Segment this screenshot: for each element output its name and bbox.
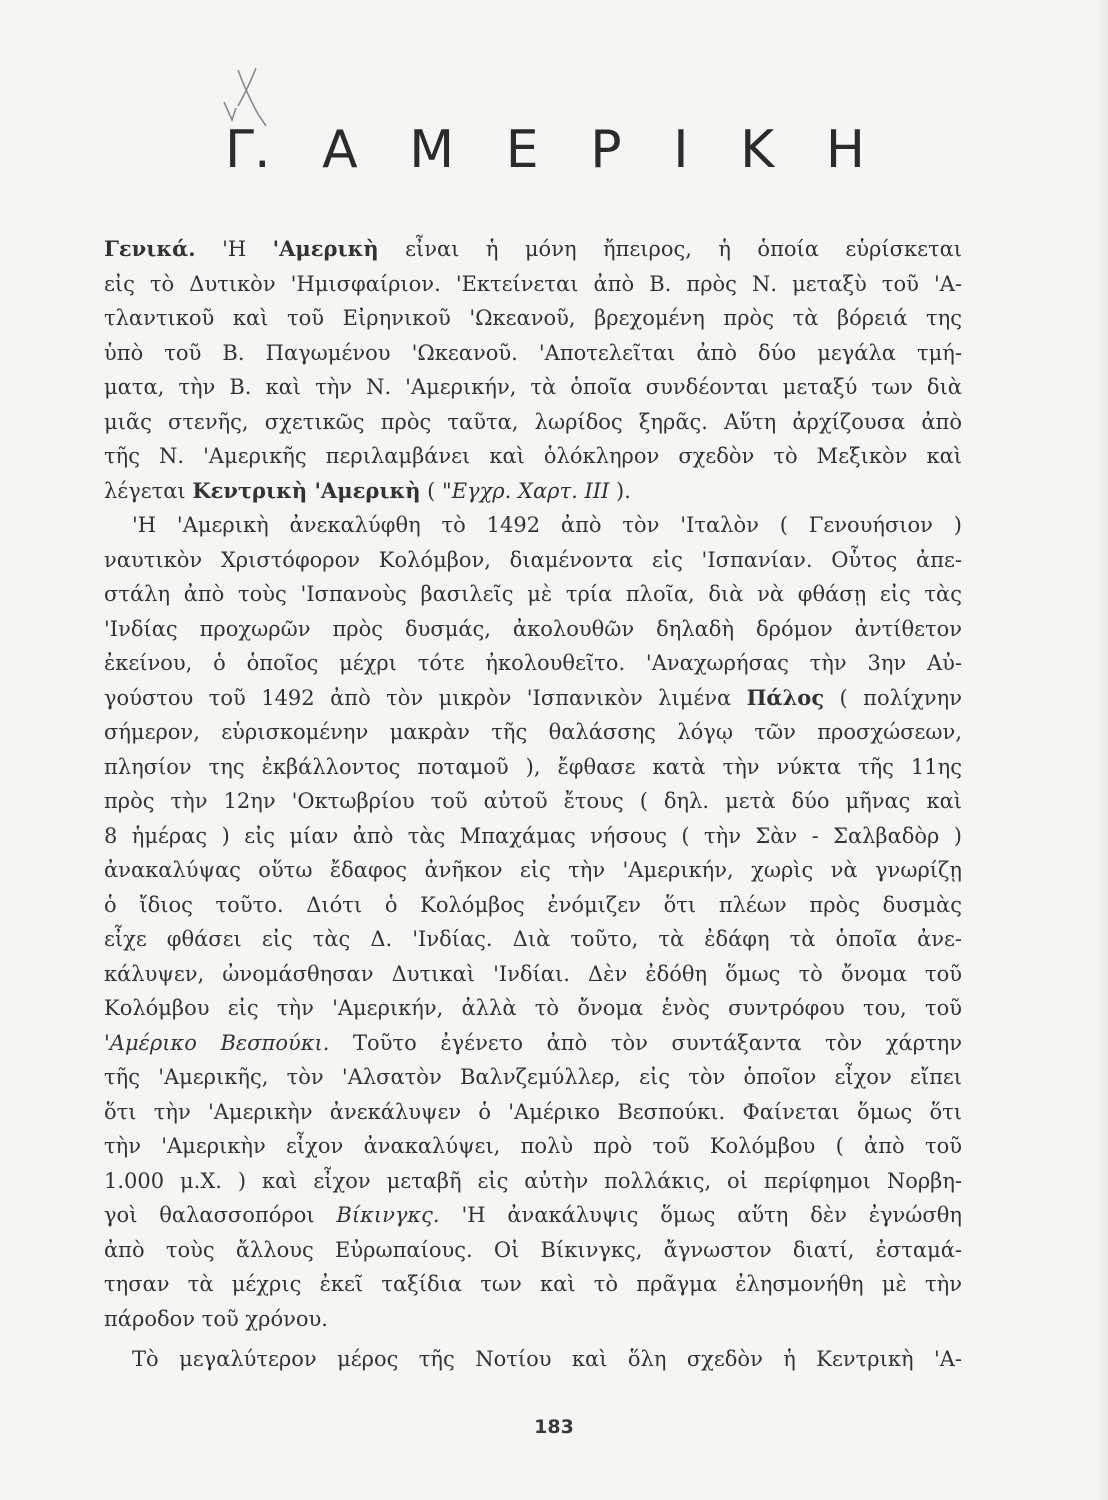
text-segment: ἀνακαλύψας οὕτω ἔδαφος ἀνῆκον εἰς τὴν 'Αμερικήν, χωρὶς νὰ γνωρίζῃ — [104, 858, 962, 882]
text-line — [104, 853, 962, 888]
text-line — [104, 991, 962, 1026]
text-line — [104, 750, 962, 785]
text-line — [104, 1129, 962, 1164]
page-edge-shadow — [1094, 0, 1108, 1500]
text-line — [104, 1026, 962, 1061]
text-segment: ( — [420, 478, 443, 503]
body-text — [104, 232, 962, 1377]
text-segment: ματα, τὴν Β. καὶ τὴν Ν. 'Αμερικήν, τὰ ὁποῖα συνδέονται μεταξύ των διὰ — [104, 375, 962, 399]
chapter-title-letter: Μ — [409, 120, 455, 180]
text-segment: γούστου τοῦ 1492 ἀπὸ τὸν μικρὸν 'Ισπανικὸν λιμένα — [104, 685, 747, 710]
chapter-title — [225, 120, 865, 180]
text-segment: κάλυψεν, ὠνομάσθησαν Δυτικαὶ 'Ινδίαι. Δὲν ἐδόθη ὅμως τὸ ὄνομα τοῦ — [104, 961, 962, 986]
text-line — [104, 267, 962, 302]
text-segment: λέγεται — [104, 478, 193, 503]
text-segment: πλησίον της ἐκβάλλοντος ποταμοῦ ), ἔφθασε κατὰ τὴν νύκτα τῆς 11ης — [104, 754, 962, 779]
italic-term: 'Αμέρικο Βεσπούκι. — [104, 1030, 330, 1055]
text-line — [104, 439, 962, 474]
chapter-title-letter: Γ. — [225, 120, 271, 180]
text-line — [104, 1267, 962, 1302]
bold-term: Κεντρικὴ 'Αμερικὴ — [192, 477, 421, 503]
chapter-title-letter: Α — [322, 120, 358, 180]
text-line — [104, 784, 962, 819]
text-segment: εἰς τὸ Δυτικὸν 'Ημισφαίριον. 'Εκτείνεται ἀπὸ Β. πρὸς Ν. μεταξὺ τοῦ 'Α- — [104, 271, 962, 296]
chapter-title-letter: Κ — [740, 120, 775, 180]
text-line — [104, 1233, 962, 1268]
text-line — [104, 681, 962, 716]
text-line — [104, 715, 962, 750]
text-line — [104, 957, 962, 992]
bold-term: Πάλος — [746, 684, 825, 710]
text-segment: Τὸ μεγαλύτερον μέρος τῆς Νοτίου καὶ ὅλη σχεδὸν ἡ Κεντρικὴ 'Α- — [132, 1347, 962, 1371]
text-segment: εἶχε φθάσει εἰς τὰς Δ. 'Ινδίας. Διὰ τοῦτο, τὰ ἐδάφη τὰ ὁποῖα ἀνε- — [104, 927, 962, 951]
text-line — [104, 543, 962, 578]
text-segment: ἀπὸ τοὺς ἄλλους Εὐρωπαίους. Οἱ Βίκινγκς, ἄγνωστον διατί, ἐσταμά- — [104, 1237, 962, 1262]
text-line — [104, 474, 962, 509]
text-segment: τὴν 'Αμερικὴν εἶχον ἀνακαλύψει, πολὺ πρὸ τοῦ Κολόμβου ( ἀπὸ τοῦ — [104, 1134, 962, 1158]
text-segment: ναυτικὸν Χριστόφορον Κολόμβον, διαμένοντα εἰς 'Ισπανίαν. Οὗτος ἀπε- — [104, 547, 962, 572]
text-line — [104, 922, 962, 957]
text-segment: 'Η ἀνακάλυψις ὅμως αὕτη δὲν ἐγνώσθη — [439, 1203, 962, 1227]
text-line — [104, 888, 962, 923]
text-line — [104, 370, 962, 405]
text-line — [104, 1342, 962, 1377]
text-segment: Κολόμβου εἰς τὴν 'Αμερικήν, ἀλλὰ τὸ ὄνομα ἑνὸς συντρόφου του, τοῦ — [104, 996, 962, 1020]
bold-term: Γενικά. — [104, 236, 196, 261]
text-line — [104, 612, 962, 647]
text-segment: πάροδον τοῦ χρόνου. — [104, 1306, 328, 1331]
text-segment: ὁ ἴδιος τοῦτο. Διότι ὁ Κολόμβος ἐνόμιζεν ὅτι πλέων πρὸς δυσμὰς — [104, 892, 962, 917]
text-segment: ὑπὸ τοῦ Β. Παγωμένου 'Ωκεανοῦ. 'Αποτελεῖται ἀπὸ δύο μεγάλα τμή- — [104, 340, 962, 365]
text-line — [104, 646, 962, 681]
text-segment: τησαν τὰ μέχρις ἐκεῖ ταξίδια των καὶ τὸ πρᾶγμα ἐλησμονήθη μὲ τὴν — [104, 1272, 962, 1296]
italic-term: "Εγχρ. Χαρτ. III — [442, 478, 610, 503]
text-line — [104, 1164, 962, 1199]
text-segment: 'Ινδίας προχωρῶν πρὸς δυσμάς, ἀκολουθῶν δηλαδὴ δρόμον ἀντίθετον — [104, 616, 962, 641]
text-line — [104, 577, 962, 612]
chapter-title-letter: Ι — [673, 120, 689, 180]
text-segment: τλαντικοῦ καὶ τοῦ Εἰρηνικοῦ 'Ωκεανοῦ, βρεχομένη πρὸς τὰ βόρειά της — [104, 306, 962, 330]
text-segment: 'Η — [195, 237, 273, 261]
italic-term: Βίκινγκς. — [336, 1203, 440, 1227]
bold-term: 'Αμερικὴ — [272, 236, 379, 261]
text-segment: Τοῦτο ἐγένετο ἀπὸ τὸν συντάξαντα τὸν χάρτην — [329, 1030, 962, 1055]
text-segment: ἐκείνου, ὁ ὁποῖος μέχρι τότε ἠκολουθεῖτο. 'Αναχωρήσας τὴν 3ην Αὐ- — [104, 651, 962, 675]
text-segment: τῆς Ν. 'Αμερικῆς περιλαμβάνει καὶ ὁλόκληρον σχεδὸν τὸ Μεξικὸν καὶ — [104, 444, 962, 468]
chapter-title-letter: Ε — [505, 120, 539, 180]
text-segment: εἶναι ἡ μόνη ἤπειρος, ἡ ὁποία εὑρίσκεται — [378, 237, 962, 261]
text-line — [104, 301, 962, 336]
text-segment: ὅτι τὴν 'Αμερικὴν ἀνεκάλυψεν ὁ 'Αμέρικο Βεσπούκι. Φαίνεται ὅμως ὅτι — [104, 1099, 962, 1124]
chapter-title-letter: Η — [825, 120, 865, 180]
text-line — [104, 1302, 962, 1337]
text-line — [104, 1060, 962, 1095]
text-segment: ( πολίχνην — [824, 685, 962, 710]
text-line — [104, 819, 962, 854]
page-number: 183 — [534, 1416, 574, 1438]
text-line — [104, 336, 962, 371]
text-line — [104, 1095, 962, 1130]
text-segment: 8 ἡμέρας ) εἰς μίαν ἀπὸ τὰς Μπαχάμας νήσους ( τὴν Σὰν - Σαλβαδὸρ ) — [104, 823, 962, 848]
text-segment: γοὶ θαλασσοπόροι — [104, 1203, 337, 1227]
text-line — [104, 405, 962, 440]
text-segment: μιᾶς στενῆς, σχετικῶς πρὸς ταῦτα, λωρίδος ξηρᾶς. Αὕτη ἀρχίζουσα ἀπὸ — [104, 409, 962, 434]
text-segment: στάλη ἀπὸ τοὺς 'Ισπανοὺς βασιλεῖς μὲ τρία πλοῖα, διὰ νὰ φθάσῃ εἰς τὰς — [104, 582, 962, 606]
text-segment: τῆς 'Αμερικῆς, τὸν 'Αλσατὸν Βαλνζεμύλλερ, εἰς τὸν ὁποῖον εἶχον εἴπει — [104, 1065, 962, 1089]
text-line — [104, 1198, 962, 1233]
text-segment: πρὸς τὴν 12ην 'Οκτωβρίου τοῦ αὐτοῦ ἔτους ( δηλ. μετὰ δύο μῆνας καὶ — [104, 789, 962, 813]
text-line — [104, 232, 962, 267]
text-line — [104, 508, 962, 543]
text-segment: σήμερον, εὑρισκομένην μακρὰν τῆς θαλάσσης λόγῳ τῶν προσχώσεων, — [104, 720, 962, 744]
chapter-title-letter: Ρ — [590, 120, 622, 180]
text-segment: 1.000 μ.Χ. ) καὶ εἶχον μεταβῆ εἰς αὐτὴν πολλάκις, οἱ περίφημοι Νορβη- — [104, 1168, 962, 1193]
text-segment: ). — [609, 478, 631, 503]
text-segment: 'Η 'Αμερικὴ ἀνεκαλύφθη τὸ 1492 ἀπὸ τὸν 'Ιταλὸν ( Γενουήσιον ) — [132, 513, 962, 537]
